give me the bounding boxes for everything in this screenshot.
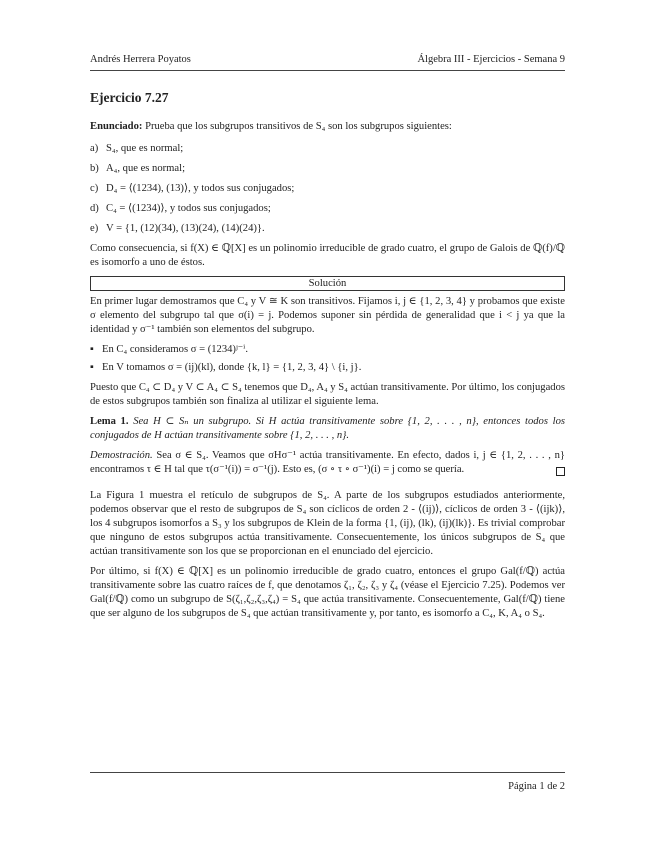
solution-header-box: Solución [90,276,565,291]
subgroup-list [90,142,565,236]
list-item [90,162,565,176]
solution-paragraph-2: Puesto que C₄ ⊂ D₄ y V ⊂ A₄ ⊂ S₄ tenemos que D₄, A₄ y S₄ actúan transitivamente. Por último, los conjugados de estos subgrupos también son finaliza al utilizar el siguiente lema. [90,382,565,407]
document-body [90,90,565,627]
list-item-label: e) [90,223,99,234]
list-item-label: d) [90,203,99,214]
lemma-text: Sea H ⊂ Sₙ un subgrupo. Si H actúa transitivamente sobre {1, 2, . . . , n}, entonces todos los conjugados de H actúan transitivamente sobre {1, 2, . . . , n}. [90,416,566,441]
bullet-text: En V tomamos σ = (ij)(kl), donde {k, l} = {1, 2, 3, 4} \ {i, j}. [102,362,362,373]
list-item [90,142,565,156]
bullet-marker: ▪ [90,344,94,355]
list-item-text: C₄ = ⟨(1234)⟩, y todos sus conjugados; [106,203,271,214]
galois-paragraph: Por último, si f(X) ∈ ℚ[X] es un polinomio irreducible de grado cuatro, entonces el grupo Gal(f/ℚ) actúa transitivamente sobre las cuatro raíces de f, que denotamos ζ₁, ζ₂, ζ₃ y ζ₄ (véase el Ejercicio 7.25). Podemos ver Gal(f/ℚ) como un subgrupo de S(ζ₁,ζ₂,ζ₃,ζ₄) = S₄ que actúa transitivamente. Consecuentemente, Gal(f/ℚ) tiene que ser alguno de los subgrupos de S₄ que actúan transitivamente y, por tanto, es isomorfo a C₄, K, A₄ o S₄. [90,566,565,619]
exercise-title: Ejercicio 7.27 [90,90,169,105]
bullet-text: En C₄ consideramos σ = (1234)ʲ⁻ⁱ. [102,344,248,355]
footer-rule [90,772,565,773]
statement-paragraph [90,120,565,134]
qed-square-icon [556,467,565,476]
bullet-item [90,361,565,375]
header-author: Andrés Herrera Poyatos [90,54,191,65]
list-item-label: c) [90,183,99,194]
proof-text: Sea σ ∈ S₄. Veamos que σHσ⁻¹ actúa transitivamente. En efecto, dados i, j ∈ {1, 2, . . . , n} encontramos τ ∈ H tal que τ(σ⁻¹(i)) = σ⁻¹(j). Esto es, (σ ∘ τ ∘ σ⁻¹)(i) = j como se quería. [90,450,565,475]
header-course: Álgebra III - Ejercicios - Semana 9 [417,54,565,65]
solution-paragraph-1: En primer lugar demostramos que C₄ y V ≅ K son transitivos. Fijamos i, j ∈ {1, 2, 3, 4} y probamos que existe σ elemento del subgrupo tal que σ(i) = j. Podemos suponer sin pérdida de generalidad que i < j ya que la identidad y σ⁻¹ también son elementos del subgrupo. [90,296,565,335]
list-item [90,182,565,196]
list-item-text: S₄, que es normal; [106,143,184,154]
lattice-paragraph: La Figura 1 muestra el retículo de subgrupos de S₄. A parte de los subgrupos estudiados anteriormente, podemos observar que el resto de subgrupos de S₄ son cíclicos de orden 2 - ⟨(ij)⟩, cíclicos de orden 3 - ⟨(ijk)⟩, los 4 subgrupos isomorfos a S₃ y los subgrupos de Klein de la forma {1, (ij), (lk), (ij)(lk)}. Es trivial comprobar que ninguno de estos subgrupos actúa transitivamente. Consecuentemente, los únicos subgrupos de S₄ que actúan transitivamente son los que se proporcionan en el enunciado del ejercicio. [90,490,565,557]
bullet-item [90,343,565,357]
solution-bullet-list [90,343,565,375]
bullet-marker: ▪ [90,362,94,373]
header-rule [90,70,565,71]
consequence-paragraph: Como consecuencia, si f(X) ∈ ℚ[X] es un polinomio irreducible de grado cuatro, el grupo de Galois de ℚ(f)/ℚ es isomorfo a uno de éstos. [90,243,565,268]
list-item-text: A₄, que es normal; [106,163,186,174]
list-item-label: a) [90,143,99,154]
proof-paragraph [90,449,565,477]
statement-label: Enunciado: [90,121,143,132]
statement-text: Prueba que los subgrupos transitivos de S₄ son los subgrupos siguientes: [145,121,452,132]
list-item [90,222,565,236]
page-header [90,54,565,65]
list-item [90,202,565,216]
lemma-paragraph [90,415,565,443]
proof-label: Demostración. [90,450,153,461]
list-item-text: D₄ = ⟨(1234), (13)⟩, y todos sus conjugados; [106,183,295,194]
list-item-text: V = {1, (12)(34), (13)(24), (14)(24)}. [106,223,265,234]
list-item-label: b) [90,163,99,174]
page-number: Página 1 de 2 [508,781,565,792]
lemma-label: Lema 1. [90,416,129,427]
